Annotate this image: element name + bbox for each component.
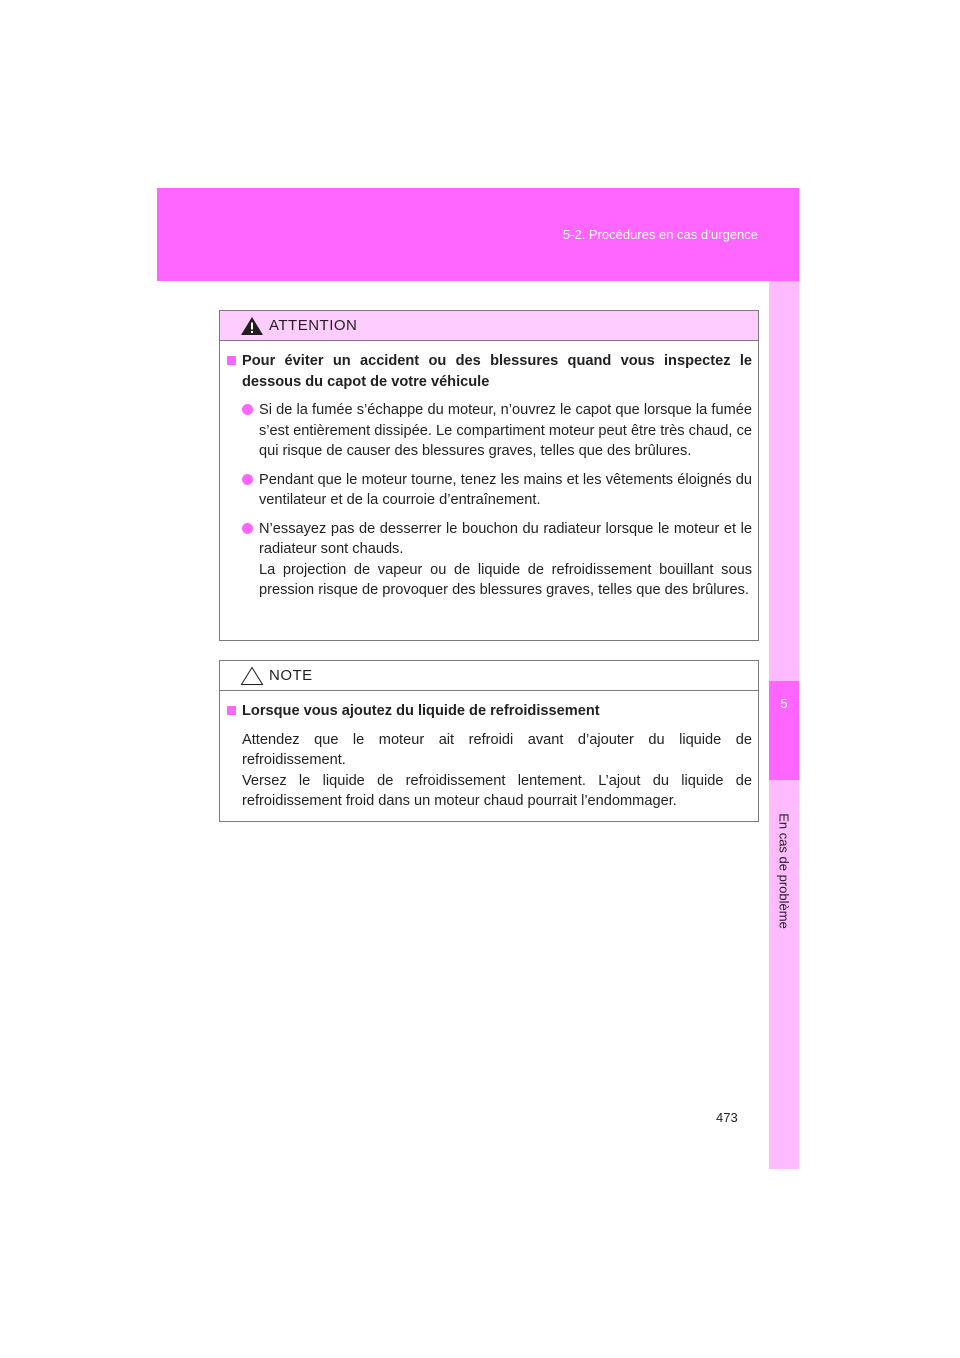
note-box xyxy=(219,660,759,822)
warning-triangle-outline-icon xyxy=(240,666,264,686)
note-body xyxy=(220,691,758,826)
list-item: Si de la fumée s’échappe du moteur, n’ouvrez le capot que lorsque la fumée s’est entièrement dissipée. Le compartiment moteur peut être très chaud, ce qui risque de causer des blessures graves, telles que des brûlures. xyxy=(242,400,752,462)
bullet-dot-icon xyxy=(242,404,253,415)
attention-heading: Pour éviter un accident ou des blessures quand vous inspectez le dessous du capot de votre véhicule xyxy=(242,353,752,390)
list-item: Pendant que le moteur tourne, tenez les mains et les vêtements éloignés du ventilateur et de la courroie d’entraînement. xyxy=(242,470,752,511)
bullet-dot-icon xyxy=(242,474,253,485)
attention-body xyxy=(220,341,758,615)
section-square-icon xyxy=(227,706,236,715)
page-number: 473 xyxy=(716,1110,738,1125)
note-header xyxy=(220,661,758,691)
attention-header xyxy=(220,311,758,341)
warning-triangle-filled-icon xyxy=(240,316,264,336)
chapter-label: En cas de problème xyxy=(776,813,792,929)
section-title: 5-2. Procédures en cas d’urgence xyxy=(562,227,758,242)
chapter-side-tab xyxy=(769,281,799,1169)
chapter-number: 5 xyxy=(780,696,788,711)
note-heading: Lorsque vous ajoutez du liquide de refroidissement xyxy=(242,703,600,719)
bullet-dot-icon xyxy=(242,523,253,534)
attention-section xyxy=(224,351,752,601)
attention-title: ATTENTION xyxy=(269,317,358,334)
section-square-icon xyxy=(227,356,236,365)
attention-box xyxy=(219,310,759,641)
header-band xyxy=(157,188,799,281)
note-paragraph: Attendez que le moteur ait refroidi avant d’ajouter du liquide de refroidissement. Versez le liquide de refroidissement lentement. L’ajout du liquide de refroidissement froid dans un moteur chaud pourrait l’endommager. xyxy=(242,731,752,809)
list-item: N’essayez pas de desserrer le bouchon du radiateur lorsque le moteur et le radiateur sont chauds. La projection de vapeur ou de liquide de refroidissement bouillant sous pression risque de provoquer des blessures graves, telles que des brûlures. xyxy=(242,519,752,601)
note-section xyxy=(224,701,752,812)
note-title: NOTE xyxy=(269,667,313,684)
